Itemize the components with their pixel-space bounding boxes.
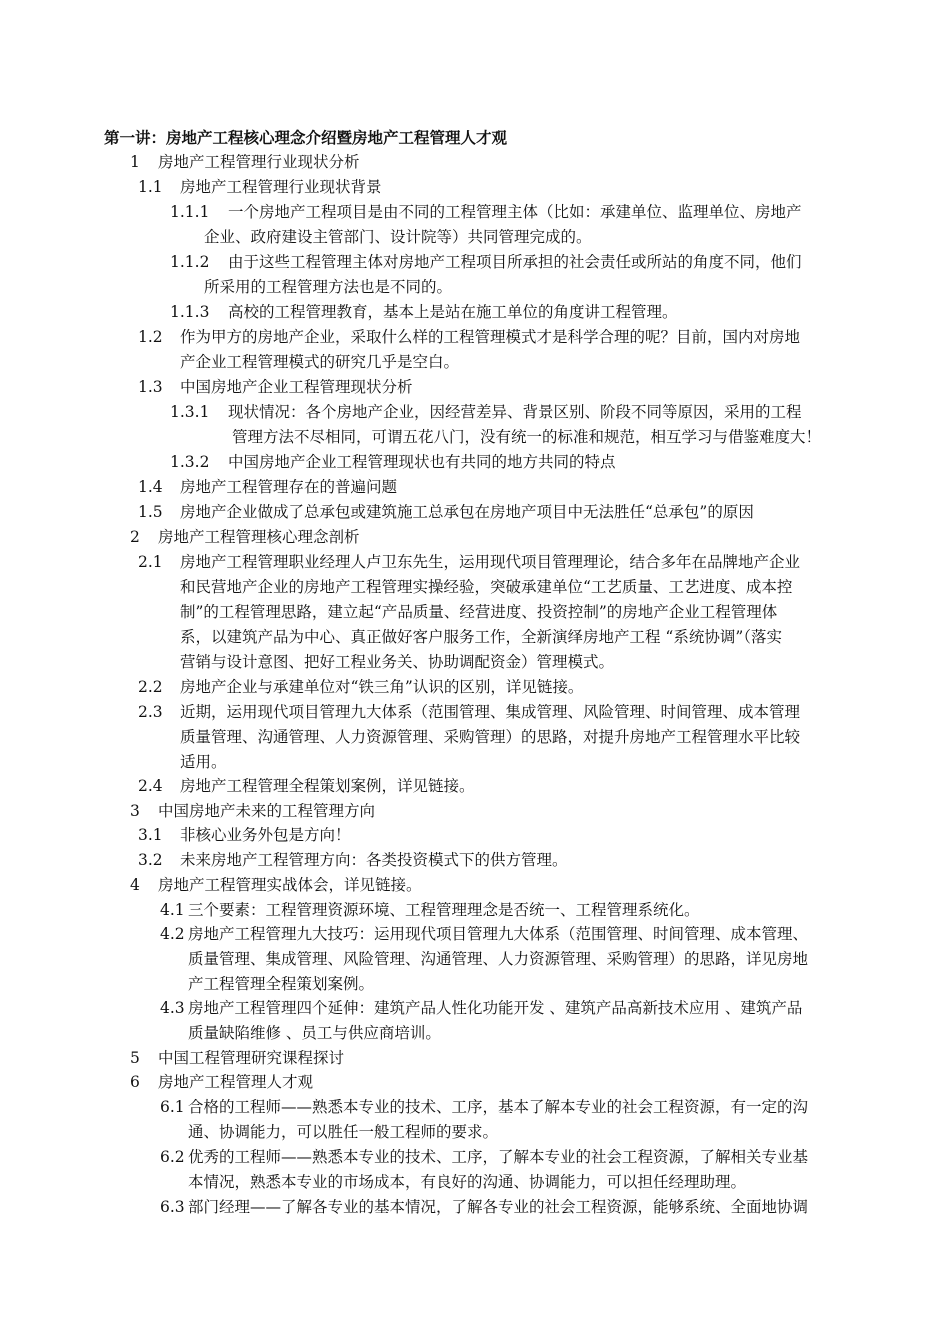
outline-item-text: 房地产工程管理实战体会，详见链接。 <box>158 876 422 894</box>
outline-item-text: 作为甲方的房地产企业，采取什么样的工程管理模式才是科学合理的呢？目前，国内对房地 <box>180 328 801 346</box>
outline-item-continuation: 产企业工程管理模式的研究几乎是空白。 <box>180 353 460 371</box>
outline-item-continuation: 质量缺陷维修 、员工与供应商培训。 <box>188 1024 441 1042</box>
outline-item-number: 2.4 <box>138 777 163 795</box>
outline-item-continuation: 企业、政府建设主管部门、设计院等）共同管理完成的。 <box>204 228 592 246</box>
outline-item-text: 中国房地产未来的工程管理方向 <box>158 802 376 820</box>
outline-item-number: 1.1.2 <box>170 253 210 271</box>
outline-item-continuation: 适用。 <box>180 753 227 771</box>
outline-item-text: 合格的工程师——熟悉本专业的技术、工序，基本了解本专业的社会工程资源，有一定的沟 <box>188 1098 809 1116</box>
outline-item-number: 2.3 <box>138 703 163 721</box>
outline-item-number: 1.3 <box>138 378 163 396</box>
outline-item-number: 1.5 <box>138 503 163 521</box>
outline-item-number: 6.1 <box>160 1098 185 1116</box>
outline-item-text: 中国房地产企业工程管理现状也有共同的地方共同的特点 <box>228 453 616 471</box>
outline-item-number: 1.3.2 <box>170 453 210 471</box>
outline-item-number: 6.3 <box>160 1198 185 1216</box>
outline-item-number: 1 <box>130 153 140 171</box>
outline-item-continuation: 营销与设计意图、把好工程业务关、协助调配资金）管理模式。 <box>180 653 615 671</box>
outline-item-number: 1.1.3 <box>170 303 210 321</box>
outline-item-continuation: 产工程管理全程策划案例。 <box>188 975 375 993</box>
outline-item-continuation: 质量管理、集成管理、风险管理、沟通管理、人力资源管理、采购管理）的思路，详见房地 <box>188 950 809 968</box>
outline-item-continuation: 本情况，熟悉本专业的市场成本，有良好的沟通、协调能力，可以担任经理助理。 <box>188 1173 747 1191</box>
outline-item-number: 3 <box>130 802 140 820</box>
outline-item-number: 3.1 <box>138 826 163 844</box>
outline-item-text: 中国房地产企业工程管理现状分析 <box>180 378 413 396</box>
outline-item-text: 房地产工程管理全程策划案例，详见链接。 <box>180 777 475 795</box>
outline-item-number: 4.1 <box>160 901 185 919</box>
outline-item-text: 房地产工程管理存在的普遍问题 <box>180 478 398 496</box>
outline-item-text: 一个房地产工程项目是由不同的工程管理主体（比如：承建单位、监理单位、房地产 <box>228 203 802 221</box>
outline-item-text: 房地产工程管理行业现状背景 <box>180 178 382 196</box>
outline-item-text: 中国工程管理研究课程探讨 <box>158 1049 345 1067</box>
outline-item-continuation: 和民营地产企业的房地产工程管理实操经验，突破承建单位“工艺质量、工艺进度、成本控 <box>180 578 793 596</box>
outline-item-continuation: 系，以建筑产品为中心、真正做好客户服务工作，全新演绎房地产工程 “系统协调”（落实 <box>180 628 783 646</box>
outline-item-text: 三个要素：工程管理资源环境、工程管理理念是否统一、工程管理系统化。 <box>188 901 700 919</box>
outline-item-text: 房地产工程管理人才观 <box>158 1073 314 1091</box>
outline-item-number: 4.3 <box>160 999 185 1017</box>
page-title: 第一讲：房地产工程核心理念介绍暨房地产工程管理人才观 <box>104 129 508 147</box>
outline-item-continuation: 管理方法不尽相同，可谓五花八门，没有统一的标准和规范，相互学习与借鉴难度大！ <box>232 428 822 446</box>
outline-item-text: 房地产企业做成了总承包或建筑施工总承包在房地产项目中无法胜任“总承包”的原因 <box>180 503 754 521</box>
outline-item-text: 房地产工程管理四个延伸：建筑产品人性化功能开发 、建筑产品高新技术应用 、建筑产品 <box>188 999 803 1017</box>
outline-item-number: 1.3.1 <box>170 403 210 421</box>
outline-item-text: 未来房地产工程管理方向：各类投资模式下的供方管理。 <box>180 851 568 869</box>
outline-item-number: 1.1 <box>138 178 163 196</box>
outline-item-text: 高校的工程管理教育，基本上是站在施工单位的角度讲工程管理。 <box>228 303 678 321</box>
outline-item-text: 非核心业务外包是方向！ <box>180 826 351 844</box>
outline-item-number: 6.2 <box>160 1148 185 1166</box>
outline-item-number: 5 <box>130 1049 140 1067</box>
outline-item-number: 3.2 <box>138 851 163 869</box>
outline-item-continuation: 所采用的工程管理方法也是不同的。 <box>204 278 453 296</box>
outline-item-text: 现状情况：各个房地产企业，因经营差异、背景区别、阶段不同等原因，采用的工程 <box>228 403 802 421</box>
outline-item-number: 2 <box>130 528 140 546</box>
outline-item-number: 1.2 <box>138 328 163 346</box>
outline-item-text: 由于这些工程管理主体对房地产工程项目所承担的社会责任或所站的角度不同，他们 <box>228 253 802 271</box>
outline-item-continuation: 通、协调能力，可以胜任一般工程师的要求。 <box>188 1123 499 1141</box>
outline-item-text: 房地产工程管理职业经理人卢卫东先生，运用现代项目管理理论，结合多年在品牌地产企业 <box>180 553 801 571</box>
outline-item-number: 6 <box>130 1073 140 1091</box>
outline-item-text: 部门经理——了解各专业的基本情况，了解各专业的社会工程资源，能够系统、全面地协调 <box>188 1198 809 1216</box>
outline-item-text: 优秀的工程师——熟悉本专业的技术、工序，了解本专业的社会工程资源，了解相关专业基 <box>188 1148 809 1166</box>
outline-item-number: 2.1 <box>138 553 163 571</box>
outline-item-number: 1.1.1 <box>170 203 210 221</box>
outline-item-text: 房地产工程管理行业现状分析 <box>158 153 360 171</box>
outline-item-text: 近期，运用现代项目管理九大体系（范围管理、集成管理、风险管理、时间管理、成本管理 <box>180 703 801 721</box>
outline-item-number: 2.2 <box>138 678 163 696</box>
outline-item-text: 房地产工程管理九大技巧：运用现代项目管理九大体系（范围管理、时间管理、成本管理、 <box>188 925 809 943</box>
outline-item-continuation: 质量管理、沟通管理、人力资源管理、采购管理）的思路，对提升房地产工程管理水平比较 <box>180 728 801 746</box>
outline-item-text: 房地产企业与承建单位对“铁三角”认识的区别，详见链接。 <box>180 678 584 696</box>
outline-item-number: 4.2 <box>160 925 185 943</box>
outline-item-number: 4 <box>130 876 140 894</box>
outline-item-number: 1.4 <box>138 478 163 496</box>
outline-item-text: 房地产工程管理核心理念剖析 <box>158 528 360 546</box>
outline-item-continuation: 制”的工程管理思路，建立起“产品质量、经营进度、投资控制”的房地产企业工程管理体 <box>180 603 778 621</box>
